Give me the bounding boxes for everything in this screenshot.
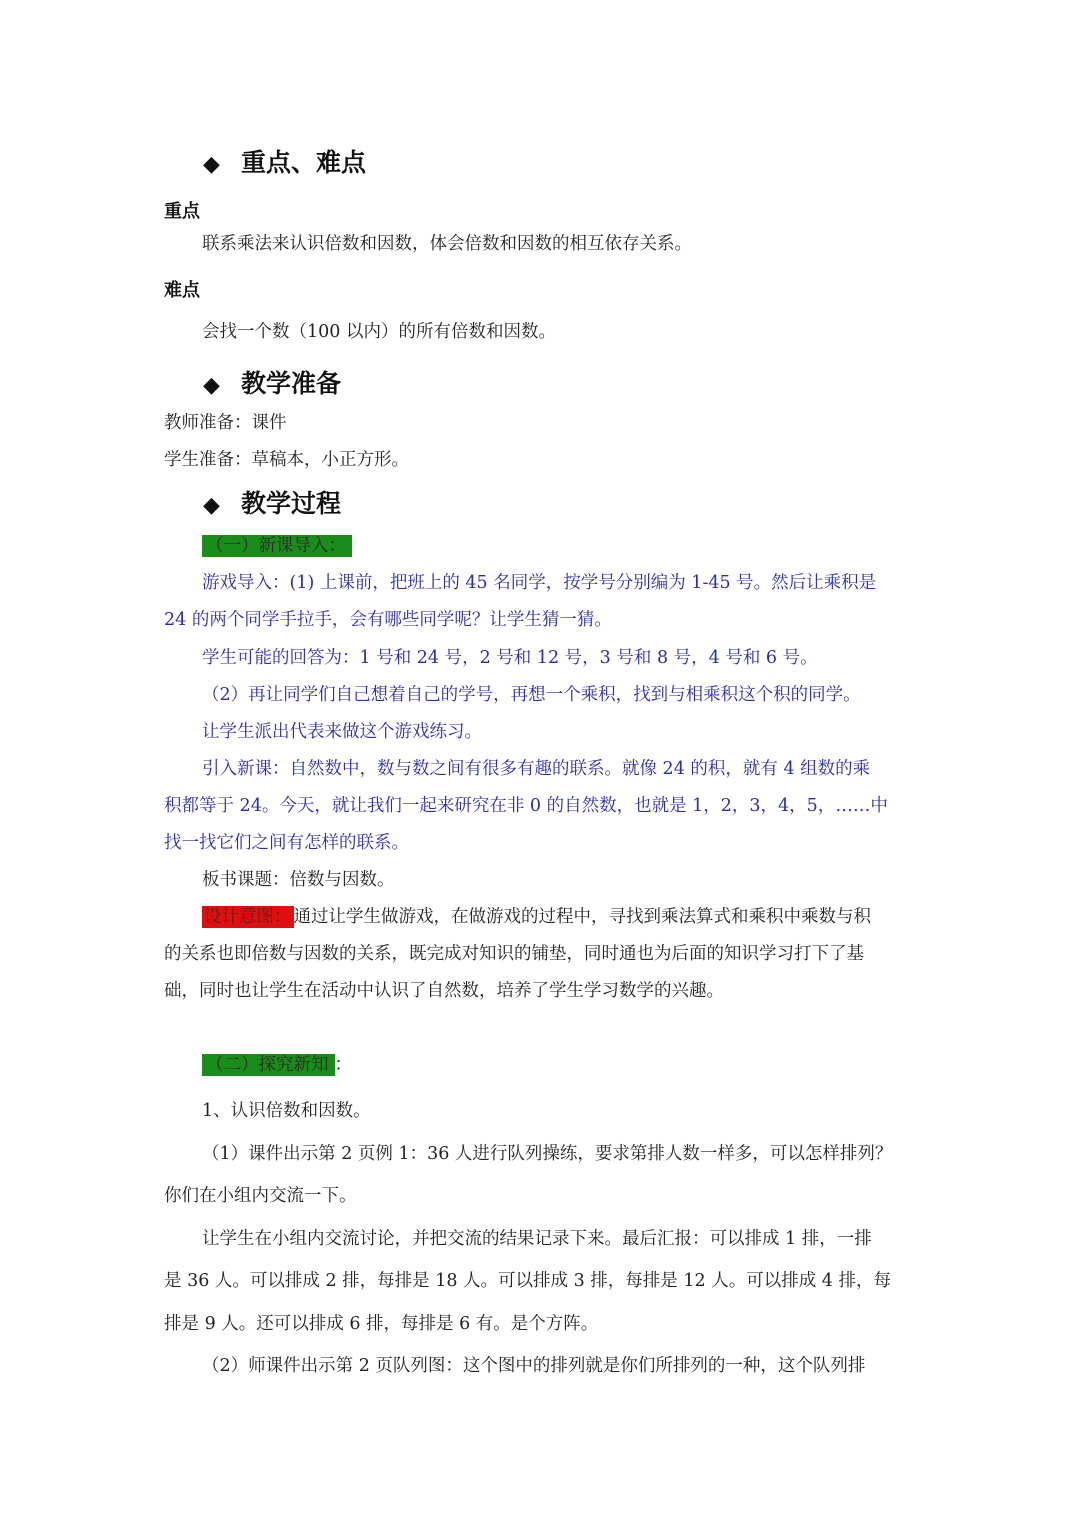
part2-title-highlight: （二）探究新知 xyxy=(202,1054,335,1076)
part1-title xyxy=(202,532,352,557)
student-prep: 学生准备：草稿本，小正方形。 xyxy=(164,450,409,470)
report-line3: 排是 9 人。还可以排成 6 排，每排是 6 有。是个方阵。 xyxy=(164,1314,599,1334)
section-heading-preparation xyxy=(203,364,341,400)
new-lesson-line3: 找一找它们之间有怎样的联系。 xyxy=(164,833,409,853)
example1-line2: 你们在小组内交流一下。 xyxy=(164,1186,357,1206)
diamond-bullet-icon: ◆ xyxy=(203,151,220,177)
part2-title xyxy=(202,1051,352,1076)
game-intro-line2: 24 的两个同学手拉手，会有哪些同学呢？让学生猜一猜。 xyxy=(164,610,612,630)
design-intent-label: 设计意图： xyxy=(204,907,292,927)
key-label: 重点 xyxy=(164,201,200,222)
new-lesson-line1: 引入新课：自然数中，数与数之间有很多有趣的联系。就像 24 的积，就有 4 组数的乘 xyxy=(202,759,871,779)
game-practice: 让学生派出代表来做这个游戏练习。 xyxy=(202,722,482,742)
design-intent-line1 xyxy=(202,903,871,928)
design-intent-line2: 的关系也即倍数与因数的关系，既完成对知识的铺垫，同时通也为后面的知识学习打下了基 xyxy=(164,944,864,964)
difficult-text: 会找一个数（100 以内）的所有倍数和因数。 xyxy=(202,322,556,342)
board-title: 板书课题：倍数与因数。 xyxy=(202,870,395,890)
design-intent-line3: 础，同时也让学生在活动中认识了自然数，培养了学生学习数学的兴趣。 xyxy=(164,981,724,1001)
section-heading-key-points xyxy=(203,143,366,179)
part2-title-suffix: ： xyxy=(334,1055,352,1075)
example2-line1: （2）师课件出示第 2 页队列图：这个图中的排列就是你们所排列的一种，这个队列排 xyxy=(202,1356,866,1376)
diamond-bullet-icon: ◆ xyxy=(203,372,220,398)
diamond-bullet-icon: ◆ xyxy=(203,492,220,518)
heading-text: 重点、难点 xyxy=(241,148,367,177)
new-lesson-line2: 积都等于 24。今天，就让我们一起来研究在非 0 的自然数，也就是 1，2，3，4，5，……中 xyxy=(164,796,888,816)
report-line1: 让学生在小组内交流讨论，并把交流的结果记录下来。最后汇报：可以排成 1 排，一排 xyxy=(202,1229,872,1249)
heading-text: 教学过程 xyxy=(241,489,342,518)
game-intro-line1: 游戏导入：(1) 上课前，把班上的 45 名同学，按学号分别编为 1-45 号。然后让乘积是 xyxy=(202,573,877,593)
report-line2: 是 36 人。可以排成 2 排，每排是 18 人。可以排成 3 排，每排是 12 人。可以排成 4 排，每 xyxy=(164,1271,891,1291)
key-text: 联系乘法来认识倍数和因数，体会倍数和因数的相互依存关系。 xyxy=(202,234,692,254)
difficult-label: 难点 xyxy=(164,280,200,301)
item1-heading: 1、认识倍数和因数。 xyxy=(202,1101,371,1121)
heading-text: 教学准备 xyxy=(241,369,342,398)
section-heading-process xyxy=(203,484,341,520)
possible-answer: 学生可能的回答为：1 号和 24 号，2 号和 12 号，3 号和 8 号，4 号和 6 号。 xyxy=(202,648,818,668)
design-intent-text: 通过让学生做游戏，在做游戏的过程中，寻找到乘法算式和乘积中乘数与积 xyxy=(293,907,871,927)
game-step2: （2）再让同学们自己想着自己的学号，再想一个乘积，找到与相乘积这个积的同学。 xyxy=(202,685,861,705)
part1-title-highlight: （一）新课导入： xyxy=(202,535,352,557)
example1-line1: （1）课件出示第 2 页例 1：36 人进行队列操练，要求第排人数一样多，可以怎样排列？ xyxy=(202,1144,893,1164)
teacher-prep: 教师准备：课件 xyxy=(164,413,287,433)
